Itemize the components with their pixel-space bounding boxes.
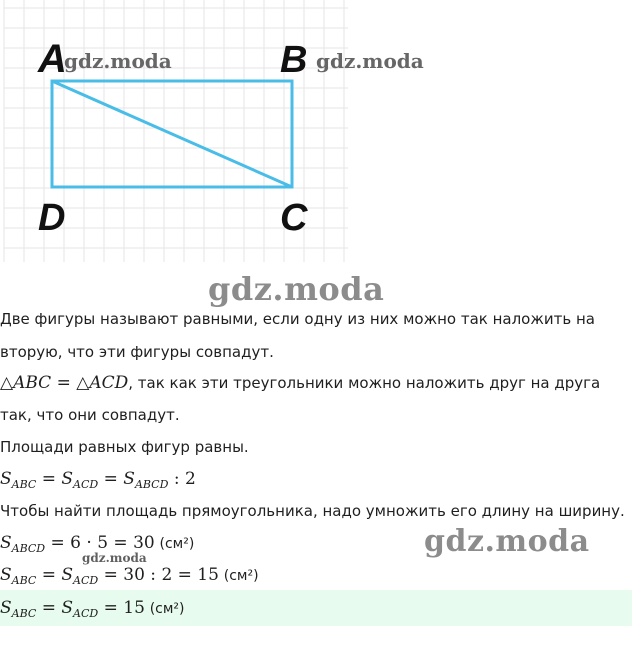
unit-cm2-2: (см²) (223, 568, 259, 584)
formula-half-area: $S_{ABC} = S_{ACD} = S_{ABCD}$ : 2 (0, 469, 196, 491)
definition-line-1: Две фигуры называют равными, если одну из них можно так наложить на (0, 310, 595, 328)
watermark-near-a: gdz.moda (64, 49, 172, 73)
vertex-c-label: C (280, 197, 308, 239)
vertex-b-label: B (280, 39, 308, 81)
watermark-near-b: gdz.moda (316, 49, 424, 73)
watermark-right: gdz.moda (424, 524, 590, 559)
vertex-a-label: A (38, 37, 67, 81)
formula-triangle-area: $S_{ABC} = S_{ACD} = 30$ : 2 = 15 (см²) (0, 565, 259, 587)
watermark-main: gdz.moda (208, 270, 385, 308)
equal-areas-line: Площади равных фигур равны. (0, 438, 249, 456)
rectangle-area-rule: Чтобы найти площадь прямоугольника, надо умножить его длину на ширину. (0, 502, 625, 520)
triangle-equality-formula: △ABC = △ACD (0, 373, 129, 393)
formula-rectangle-area: $S_{ABCD} = 6 \cdot 5 = 30$ (см²) (0, 533, 195, 555)
rectangle-figure (0, 0, 632, 270)
definition-line-2: вторую, что эти фигуры совпадут. (0, 343, 274, 361)
reason-line: так, что они совпадут. (0, 406, 180, 424)
answer-formula: $S_{ABC} = S_{ACD} = 15$ (см²) (0, 598, 185, 620)
triangle-equality-line (0, 373, 600, 393)
vertex-d-label: D (38, 197, 66, 239)
triangle-equality-text: , так как эти треугольники можно наложить друг на друга (128, 374, 601, 392)
unit-cm2-answer: (см²) (149, 601, 185, 617)
unit-cm2-1: (см²) (159, 536, 195, 552)
diagonal-ac (52, 81, 292, 187)
watermark-small: gdz.moda (82, 551, 147, 565)
